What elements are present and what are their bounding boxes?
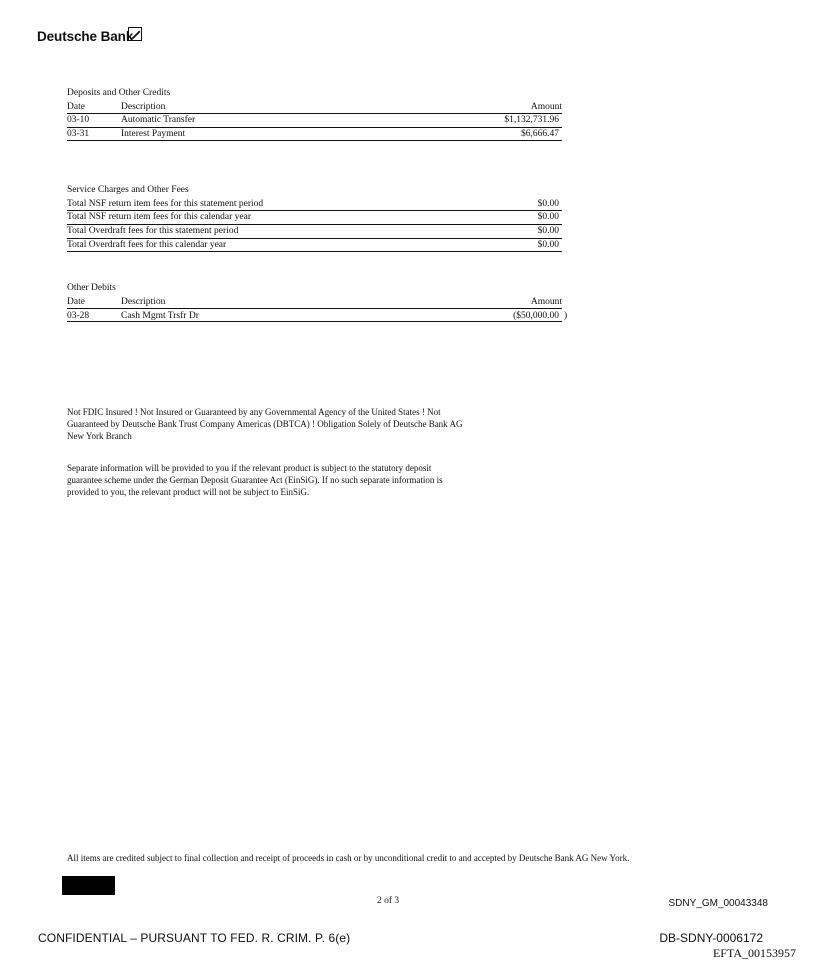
fee-amount: $0.00 — [537, 226, 559, 236]
debits-date-header: Date — [67, 297, 85, 307]
deposits-description-header: Description — [121, 102, 166, 112]
divider — [67, 251, 562, 252]
einsig-disclosure — [67, 462, 537, 499]
fdic-line: Not FDIC Insured ! Not Insured or Guaranteed by any Governmental Agency of the United States ! Not — [67, 407, 441, 417]
einsig-line: guarantee scheme under the German Deposit Guarantee Act (EinSiG). If no such separate information is — [67, 475, 443, 486]
debit-description: Cash Mgmt Trsfr Dr — [121, 311, 199, 321]
debits-amount-header: Amount — [530, 297, 562, 307]
confidential-notice: CONFIDENTIAL – PURSUANT TO FED. R. CRIM. P. 6(e) — [38, 931, 351, 945]
deposit-date: 03-10 — [67, 115, 90, 125]
deposit-description: Automatic Transfer — [121, 115, 196, 125]
redaction-block — [62, 876, 115, 895]
einsig-line: provided to you, the relevant product will not be subject to EinSiG. — [67, 487, 310, 498]
fee-amount: $0.00 — [537, 199, 559, 209]
debits-title: Other Debits — [67, 283, 116, 293]
fdic-line: New York Branch — [67, 431, 132, 442]
fee-row — [67, 211, 562, 223]
collection-note: All items are credited subject to final collection and receipt of proceeds in cash or by unconditional credit to and accepted by Deutsche Bank AG New York. — [67, 853, 630, 863]
fee-row — [67, 225, 562, 237]
fee-row — [67, 239, 562, 251]
fee-amount: $0.00 — [537, 212, 559, 222]
deutsche-bank-logo-icon — [128, 27, 142, 41]
deposits-date-header: Date — [67, 102, 85, 112]
deposit-amount: $6,666.47 — [521, 129, 559, 139]
debits-description-header: Description — [121, 297, 166, 307]
divider — [67, 308, 562, 309]
debits-header-row — [67, 296, 562, 308]
deposit-description: Interest Payment — [121, 129, 186, 139]
bates-number-sdny: SDNY_GM_00043348 — [668, 898, 768, 909]
efta-number: EFTA_00153957 — [712, 946, 796, 960]
brand-name: Deutsche Bank — [37, 29, 134, 44]
divider — [67, 321, 562, 322]
bates-number-db: DB-SDNY-0006172 — [659, 931, 763, 945]
einsig-line: Separate information will be provided to you if the relevant product is subject to the statutory deposit — [67, 463, 432, 473]
fee-row — [67, 198, 562, 210]
fdic-disclosure — [67, 406, 537, 443]
fee-description: Total Overdraft fees for this calendar year — [67, 240, 227, 250]
debit-amount: ($50,000.00 — [513, 311, 559, 321]
deposit-row — [67, 128, 562, 140]
fee-description: Total NSF return item fees for this calendar year — [67, 212, 251, 222]
fee-amount: $0.00 — [537, 240, 559, 250]
debit-amount-close-paren: ) — [564, 311, 568, 321]
deposits-amount-header: Amount — [530, 102, 562, 112]
deposit-row — [67, 114, 562, 126]
fees-title: Service Charges and Other Fees — [67, 185, 189, 195]
divider — [67, 140, 562, 141]
fee-description: Total Overdraft fees for this statement period — [67, 226, 239, 236]
deposits-title: Deposits and Other Credits — [67, 88, 171, 98]
deposit-date: 03-31 — [67, 129, 90, 139]
debit-date: 03-28 — [67, 311, 90, 321]
fee-description: Total NSF return item fees for this statement period — [67, 199, 264, 209]
deposit-amount: $1,132,731.96 — [504, 115, 559, 125]
fdic-line: Guaranteed by Deutsche Bank Trust Company Americas (DBTCA) ! Obligation Solely of Deutsche Bank AG — [67, 419, 463, 430]
deposits-header-row — [67, 101, 562, 113]
page-number: 2 of 3 — [377, 896, 400, 906]
